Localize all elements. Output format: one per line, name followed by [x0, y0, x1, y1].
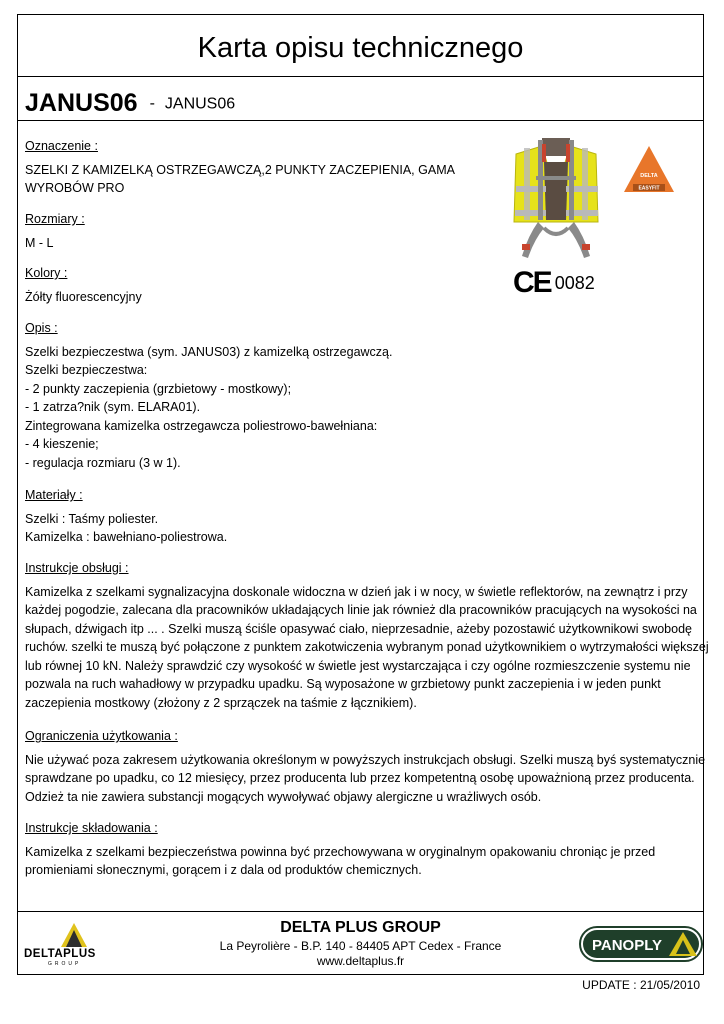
section-line: Żółty fluorescencyjny	[25, 289, 142, 304]
section-label: Oznaczenie :	[25, 139, 98, 153]
section-line: - regulacja rozmiaru (3 w 1).	[25, 455, 181, 470]
notified-body-number: 0082	[554, 272, 595, 293]
section-line: słupach, dźwigach itp ... . Szelki muszą ściśle opasywać ciało, nieprzesadnie, ażeby pozostawić użytkownikowi swobodę	[25, 621, 692, 636]
section-line: sprawdzane po upadku, co 12 miesięcy, przez producenta lub przez kompetentną osobę upoważnioną przez producenta.	[25, 771, 695, 785]
section-line: Kamizelka : bawełniano-poliestrowa.	[25, 530, 228, 544]
product-code: JANUS06	[25, 89, 138, 117]
section-line: - 2 punkty zaczepienia (grzbietowy - mostkowy);	[25, 381, 292, 396]
easyfit-badge-icon	[622, 144, 676, 194]
section-line: WYROBÓW PRO	[25, 181, 125, 195]
section-label: Kolory :	[25, 266, 68, 280]
section-line: ruchów. szelki te muszą być połączone z punktem zakotwiczenia wybranym ponad użytkownikiem o wytrzymałości większej	[25, 640, 709, 654]
seat-strap	[544, 228, 568, 234]
leg-loop-left	[522, 222, 544, 258]
buckle	[582, 244, 590, 250]
footer-divider	[17, 911, 704, 912]
footer-address: La Peyrolière - B.P. 140 - 84405 APT Cedex - France	[219, 939, 502, 953]
section-line: Szelki bezpieczestwa (sym. JANUS03) z kamizelką ostrzegawczą.	[25, 344, 393, 359]
page-title: Karta opisu technicznego	[197, 32, 524, 64]
section-line: pozwala na ruch wahadłowy w przypadku upadku. Są wyposażone w grzbietowy punkt zaczepienia i w jeden punkt	[25, 677, 661, 691]
footer-company: DELTA PLUS GROUP	[280, 919, 441, 936]
product-reference: JANUS06	[164, 95, 236, 113]
section-label: Opis :	[25, 321, 58, 335]
easyfit-bottom-text: EASYFIT	[638, 185, 660, 192]
update-date: UPDATE : 21/05/2010	[582, 978, 700, 992]
title-divider	[17, 76, 704, 77]
panoply-wordmark: PANOPLY	[591, 937, 663, 954]
section-storage	[25, 819, 680, 880]
section-line: Szelki bezpieczestwa:	[25, 363, 148, 377]
reflective-strap	[582, 148, 588, 220]
section-line: Kamizelka z szelkami bezpieczeństwa powinna być przechowywana w oryginalnym opakowaniu chroniąc je przed	[25, 844, 656, 859]
section-line: SZELKI Z KAMIZELKĄ OSTRZEGAWCZĄ,2 PUNKTY ZACZEPIENIA, GAMA	[25, 162, 455, 177]
section-line: - 4 kieszenie;	[25, 437, 99, 451]
section-description	[25, 319, 680, 472]
panoply-logo	[579, 926, 703, 962]
section-line: Zintegrowana kamizelka ostrzegawcza poliestrowo-bawełniana:	[25, 418, 378, 433]
product-divider	[17, 120, 704, 121]
section-label: Instrukcje obsługi :	[25, 561, 129, 575]
leg-loop-right	[568, 222, 590, 258]
section-line: M - L	[25, 235, 54, 250]
vest-opening	[544, 162, 568, 220]
section-limitations	[25, 727, 706, 806]
section-label: Ograniczenia użytkowania :	[25, 729, 178, 743]
section-label: Rozmiary :	[25, 212, 85, 226]
section-line: - 1 zatrza?nik (sym. ELARA01).	[25, 400, 201, 414]
section-line: Odzież ta nie zawiera substancji mogących wywoływać objawy alergiczne u wrażliwych osób.	[25, 789, 542, 804]
reflective-strap	[524, 148, 530, 220]
section-label: Instrukcje składowania :	[25, 821, 158, 835]
product-image	[508, 136, 604, 264]
section-line: Szelki : Taśmy poliester.	[25, 511, 159, 526]
section-line: Kamizelka z szelkami sygnalizacyjna doskonale widoczna w dzień jak i w nocy, w świetle reflektorów, na zewnątrz i przy	[25, 584, 688, 599]
deltaplus-group-text: GROUP	[48, 961, 82, 967]
section-line: lub równej 10 kN. Należy sprawdzić czy wysokość w świetle jest wystarczająca i czy ogólne rozmieszczenie systemu nie	[25, 658, 691, 673]
section-label: Materiały :	[25, 488, 83, 502]
harness-chest-strap	[536, 176, 576, 180]
section-line: zaczepienia mostkowy (złożony z 2 sprzączek na taśmie z łącznikiem).	[25, 695, 417, 710]
footer-website: www.deltaplus.fr	[316, 954, 405, 968]
section-instructions	[25, 559, 709, 712]
section-materials	[25, 486, 680, 547]
product-heading	[25, 88, 235, 119]
ce-mark-icon: CE	[513, 266, 551, 299]
section-line: każdej pogodzie, zalecana dla pracowników układających linie jak również dla pracowników pracujących na wysokości na	[25, 603, 697, 617]
product-separator: -	[149, 95, 155, 113]
easyfit-top-text: DELTA	[640, 173, 658, 179]
harness-red-strap	[542, 144, 546, 162]
section-line: promieniami słonecznymi, gorącem i z dala od produktów chemicznych.	[25, 863, 422, 877]
deltaplus-wordmark: DELTAPLUS	[24, 948, 96, 960]
section-line: Nie używać poza zakresem użytkowania określonym w powyższych instrukcjach obsługi. Szelki muszą byś systematycznie	[25, 752, 706, 767]
vest-collar	[542, 138, 570, 156]
buckle	[522, 244, 530, 250]
ce-certification	[513, 268, 595, 298]
harness-red-strap	[566, 144, 570, 162]
